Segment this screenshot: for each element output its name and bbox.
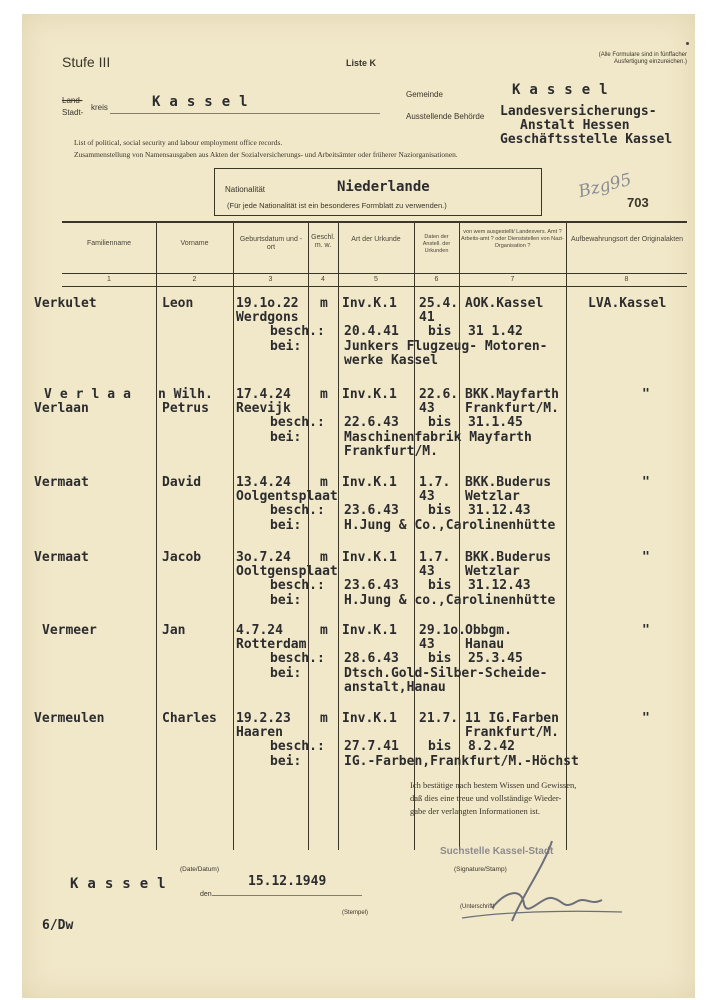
cell-sex: m [320,550,328,565]
cell-detail: Dtsch.Gold-Silber-Scheide- [344,665,548,681]
col-num-7: 7 [510,276,515,283]
col-header-daten: Daten der Anstell. der Urkunden [422,234,451,254]
col-num-8: 8 [624,276,629,283]
cell-name: Verlaa [44,387,139,402]
cell-label: besch.: [270,651,325,667]
cell-bis: bis [428,324,452,340]
cell-doc: Inv.K.1 [342,550,397,565]
cell-birth: 19.1o.22 [236,296,299,311]
cell-birth: 17.4.24 [236,387,291,402]
cell-detail: Frankfurt/M. [344,443,438,459]
behoerde-line-3: Geschäftsstelle Kassel [500,132,673,147]
gemeinde-value: Kassel [512,82,617,98]
cell-name: Vermeer [42,623,97,638]
cell-detail: H.Jung & Co.,Carolinenhütte [344,517,556,533]
kreis-line [110,113,380,114]
cell-date: 22.6. [419,387,459,402]
date-line [212,895,362,896]
cell-archive: " [642,711,650,726]
certification-line-1: Ich bestätige nach bestem Wissen und Gewissen, [410,780,577,790]
behoerde-line-2: Anstalt Hessen [520,118,630,133]
cell-date: 43 [419,564,435,580]
nationality-note: (Für jede Nationalität ist ein besonderes Formblatt zu verwenden.) [227,201,447,210]
col-header-geschlecht: Geschl. m. w. [311,234,335,249]
cell-detail: 20.4.41 [344,324,399,340]
punch-dot [686,42,689,45]
cell-detail: werke Kassel [344,352,438,368]
cell-date: 21.7. [419,711,459,726]
cell-date: 1.7. [419,475,451,490]
cell-detail: 23.6.43 [344,503,399,519]
cell-label: bei: [270,592,302,608]
cell-detail2: 25.3.45 [468,651,523,667]
cell-bis: bis [428,578,452,594]
cell-issuer: Wetzlar [465,489,520,505]
cell-first: Jan [162,623,186,638]
cell-issuer: BKK.Buderus [465,550,552,565]
cell-birth: 19.2.23 [236,711,291,726]
cell-detail2: 31.12.43 [468,578,531,594]
certification-line-2: daß dies eine treue und vollständige Wieder- [410,793,562,803]
cell-label: besch.: [270,739,325,755]
cell-name: Vermaat [34,550,89,565]
cell-archive: " [642,550,650,565]
cell-bis: bis [428,651,452,667]
cell-first: Leon [162,296,194,311]
cell-birth: Werdgons [236,310,299,326]
cell-doc: Inv.K.1 [342,296,397,311]
cell-label: besch.: [270,578,325,594]
cell-doc: Inv.K.1 [342,711,397,726]
top-note-1: (Alle Formulare sind in fünffacher [598,52,687,58]
cell-first: Jacob [162,550,202,565]
kreis-label: kreis [91,103,108,112]
cell-date: 25.4. [419,296,459,311]
cell-first: Petrus [162,401,209,417]
nationality-label: Nationalität [225,185,266,194]
cell-label: bei: [270,429,302,445]
column-divider-2 [233,222,234,850]
cell-birth: Haaren [236,725,283,741]
kreis-value: Kassel [152,94,257,110]
cell-label: bei: [270,753,302,769]
cell-issuer: Obbgm. [465,623,512,638]
intro-english: List of political, social security and labour employment office records. [74,138,283,147]
cell-label: bei: [270,665,302,681]
cell-sex: m [320,623,328,638]
cell-issuer: BKK.Buderus [465,475,552,490]
cell-birth: Rotterdam [236,637,307,653]
cell-archive: LVA.Kassel [588,296,667,311]
cell-bis: bis [428,415,452,431]
col-header-aussteller: von wem ausgestellt/ Landesvers. Amt ? Arbeits-amt ? oder Dienststellen von Nazi-Organisation ? [461,229,565,249]
cell-first: n Wilh. [158,387,213,402]
cell-date: 43 [419,637,435,653]
column-divider-4 [338,222,339,850]
cell-date: 43 [419,401,435,417]
cell-archive: " [642,387,650,402]
cell-label: bei: [270,517,302,533]
cell-birth: 3o.7.24 [236,550,291,565]
col-num-3: 3 [268,276,273,283]
cell-detail: H.Jung & co.,Carolinenhütte [344,592,556,608]
file-reference: 6/Dw [42,918,74,933]
liste-label: Liste K [346,58,377,68]
cell-detail: Junkers Flugzeug- Motoren- [344,338,548,354]
cell-birth: Reevijk [236,401,291,417]
cell-sex: m [320,711,328,726]
nationality-box [214,168,542,216]
cell-label: besch.: [270,415,325,431]
cell-detail: 23.6.43 [344,578,399,594]
cell-issuer: BKK.Mayfarth [465,387,559,402]
col-header-geburtsdatum: Geburtsdatum und -ort [239,236,303,251]
cell-issuer: Hanau [465,637,505,653]
col-num-2: 2 [192,276,197,283]
stufe-label: Stufe III [62,54,111,70]
cell-doc: Inv.K.1 [342,387,397,402]
cell-birth: Oolgentsplaat [236,489,338,505]
cell-archive: " [642,623,650,638]
cell-detail2: 31.12.43 [468,503,531,519]
cell-issuer: Frankfurt/M. [465,401,559,417]
col-num-4: 4 [321,276,325,283]
cell-name: Vermeulen [34,711,105,726]
col-num-1: 1 [107,276,111,283]
date-label: (Date/Datum) [180,866,220,873]
cell-bis: bis [428,503,452,519]
land-label: Land- [62,96,83,105]
den-label: den [200,891,212,898]
authority-stamp: Suchstelle Kassel-Stadt [440,846,554,857]
col-num-6: 6 [434,276,439,283]
col-header-familienname: Familienname [87,240,131,247]
cell-birth: Ooltgensplaat [236,564,338,580]
top-note-2: Ausfertigung einzureichen.) [613,59,687,65]
col-header-art-der-urkunde: Art der Urkunde [351,236,401,243]
cell-detail: Maschinenfabrik Mayfarth [344,429,532,445]
stempel-label: (Stempel) [342,910,369,916]
behoerde-label: Ausstellende Behörde [406,112,485,121]
cell-label: bei: [270,338,302,354]
cell-issuer: AOK.Kassel [465,296,544,311]
signature-label: (Signature/Stamp) [454,866,507,873]
cell-issuer: Wetzlar [465,564,520,580]
cell-name: Vermaat [34,475,89,490]
cell-birth: 13.4.24 [236,475,291,490]
cell-detail: 27.7.41 [344,739,399,755]
cell-date: 1.7. [419,550,451,565]
sheet-number: 703 [627,195,649,210]
cell-first: David [162,475,202,490]
cell-first: Charles [162,711,217,726]
intro-german: Zusammenstellung von Namensausgaben aus Akten der Sozialversicherungs- und Arbeitsämter oder früherer Naziorganisationen. [74,150,458,159]
cell-detail2: 31.1.45 [468,415,523,431]
cell-birth: 4.7.24 [236,623,283,638]
cell-sex: m [320,475,328,490]
cell-doc: Inv.K.1 [342,475,397,490]
cell-bis: bis [428,739,452,755]
cell-issuer: Frankfurt/M. [465,725,559,741]
handwritten-signature [452,826,632,936]
cell-detail: 22.6.43 [344,415,399,431]
handwritten-reference: Bzg95 [576,169,634,203]
col-header-aufbewahrungsort: Aufbewahrungsort der Originalakten [570,236,684,243]
cell-name: Verlaan [34,401,89,417]
nationality-value: Niederlande [337,179,430,195]
cell-detail: 28.6.43 [344,651,399,667]
stadt-label: Stadt- [62,108,84,117]
cell-detail: anstalt,Hanau [344,679,446,695]
cell-detail: IG.-Farben,Frankfurt/M.-Höchst [344,753,579,769]
date-value: 15.12.1949 [248,874,327,889]
gemeinde-label: Gemeinde [406,90,443,99]
cell-sex: m [320,387,328,402]
unterschrift-label: (Unterschrift) [460,904,495,910]
col-header-vorname: Vorname [180,240,209,247]
cell-doc: Inv.K.1 [342,623,397,638]
col-num-5: 5 [374,276,378,283]
cell-name: Verkulet [34,296,97,311]
column-divider-3 [308,222,309,850]
cell-label: besch.: [270,503,325,519]
cell-date: 41 [419,310,435,326]
cell-sex: m [320,296,328,311]
column-divider-1 [156,222,157,850]
cell-date: 43 [419,489,435,505]
cell-detail2: 31 1.42 [468,324,523,340]
certification-line-3: gabe der verlangten Informationen ist. [410,806,541,816]
cell-detail2: 8.2.42 [468,739,515,755]
cell-date: 29.1o. [419,623,466,638]
cell-label: besch.: [270,324,325,340]
behoerde-line-1: Landesversicherungs- [500,104,657,119]
place-value: Kassel [70,876,175,892]
cell-archive: " [642,475,650,490]
cell-issuer: 11 IG.Farben [465,711,559,726]
form-sheet [22,14,695,998]
